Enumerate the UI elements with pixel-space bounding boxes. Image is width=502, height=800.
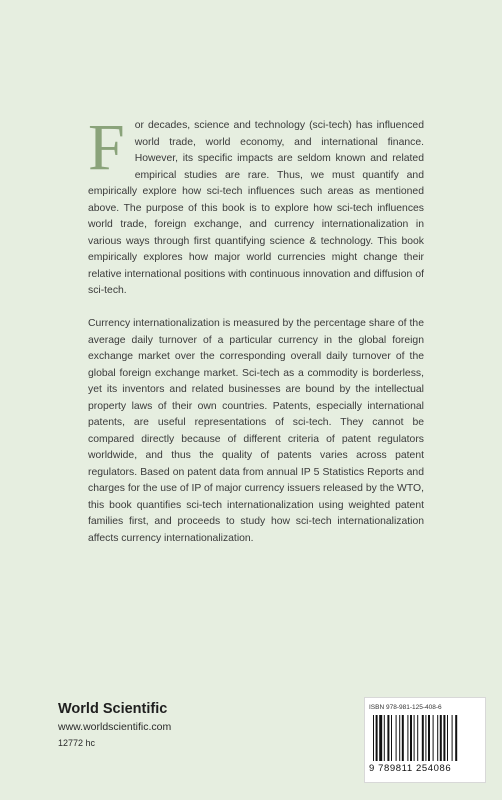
barcode-bar xyxy=(443,715,445,761)
isbn-barcode xyxy=(364,697,486,783)
barcode-bar xyxy=(455,715,457,761)
paragraph-1-text: or decades, science and technology (sci-tech) has influenced world trade, world economy, and international finance. However, its specific impacts are seldom known and related empirical studies are rare. Thus, we must quantify and empirically explore how sci-tech influences such areas as mentioned above. The purpose of this book is to explore how sci-tech influences world trade, foreign exchange, and currency internationalization in various ways through first quantifying science & technology. This book empirically explores how major world currencies might change their relative international positions with continuous innovation and diffusion of sci-tech. xyxy=(88,120,424,296)
barcode-bar xyxy=(384,715,385,761)
barcode-bar xyxy=(425,715,426,761)
back-cover-text xyxy=(88,111,424,547)
isbn-number: ISBN 978-981-125-408-6 xyxy=(369,704,442,711)
barcode-digits: 9 789811 254086 xyxy=(369,763,452,774)
barcode-bar xyxy=(376,715,378,761)
drop-cap-letter: F xyxy=(88,111,125,184)
barcode-bar xyxy=(440,715,442,761)
barcode-bar xyxy=(402,715,404,761)
barcode-bar xyxy=(433,715,434,761)
barcode-bar xyxy=(399,715,400,761)
publisher-block xyxy=(58,700,171,748)
barcode-bar xyxy=(422,715,424,761)
barcode-bar xyxy=(373,715,374,761)
barcode-bar xyxy=(396,715,397,761)
publisher-name: World Scientific xyxy=(58,701,168,717)
barcode-bar xyxy=(417,715,418,761)
barcode-bar xyxy=(437,715,438,761)
barcode-bar xyxy=(447,715,448,761)
barcode-bar xyxy=(452,715,453,761)
barcode-bars xyxy=(373,715,477,761)
barcode-bar xyxy=(379,715,382,761)
paragraph-1 xyxy=(88,111,424,300)
catalog-code: 12772 hc xyxy=(58,738,96,748)
barcode-bar xyxy=(428,715,430,761)
barcode-bar xyxy=(407,715,408,761)
barcode-bar xyxy=(414,715,415,761)
publisher-url: www.worldscientific.com xyxy=(58,721,172,733)
barcode-bar xyxy=(387,715,389,761)
paragraph-2: Currency internationalization is measured by the percentage share of the average daily turnover of a particular currency in the global foreign exchange market over the corresponding overall daily turnover of the global foreign exchange market. Sci-tech as a commodity is borderless, yet its inventors and related businesses are bound by the intellectual property laws of their own countries. Patents, especially international patents, are useful representations of sci-tech. They cannot be compared directly because of different criteria of patent regulators worldwide, and thus the quality of patents varies across patent regulators. Based on patent data from annual IP 5 Statistics Reports and charges for the use of IP of major currency issuers released by the WTO, this book quantifies sci-tech internationalization using weighted patent families first, and proceeds to study how sci-tech internationalization affects currency internationalization. xyxy=(88,318,424,544)
barcode-bar xyxy=(410,715,412,761)
barcode-bar xyxy=(391,715,392,761)
